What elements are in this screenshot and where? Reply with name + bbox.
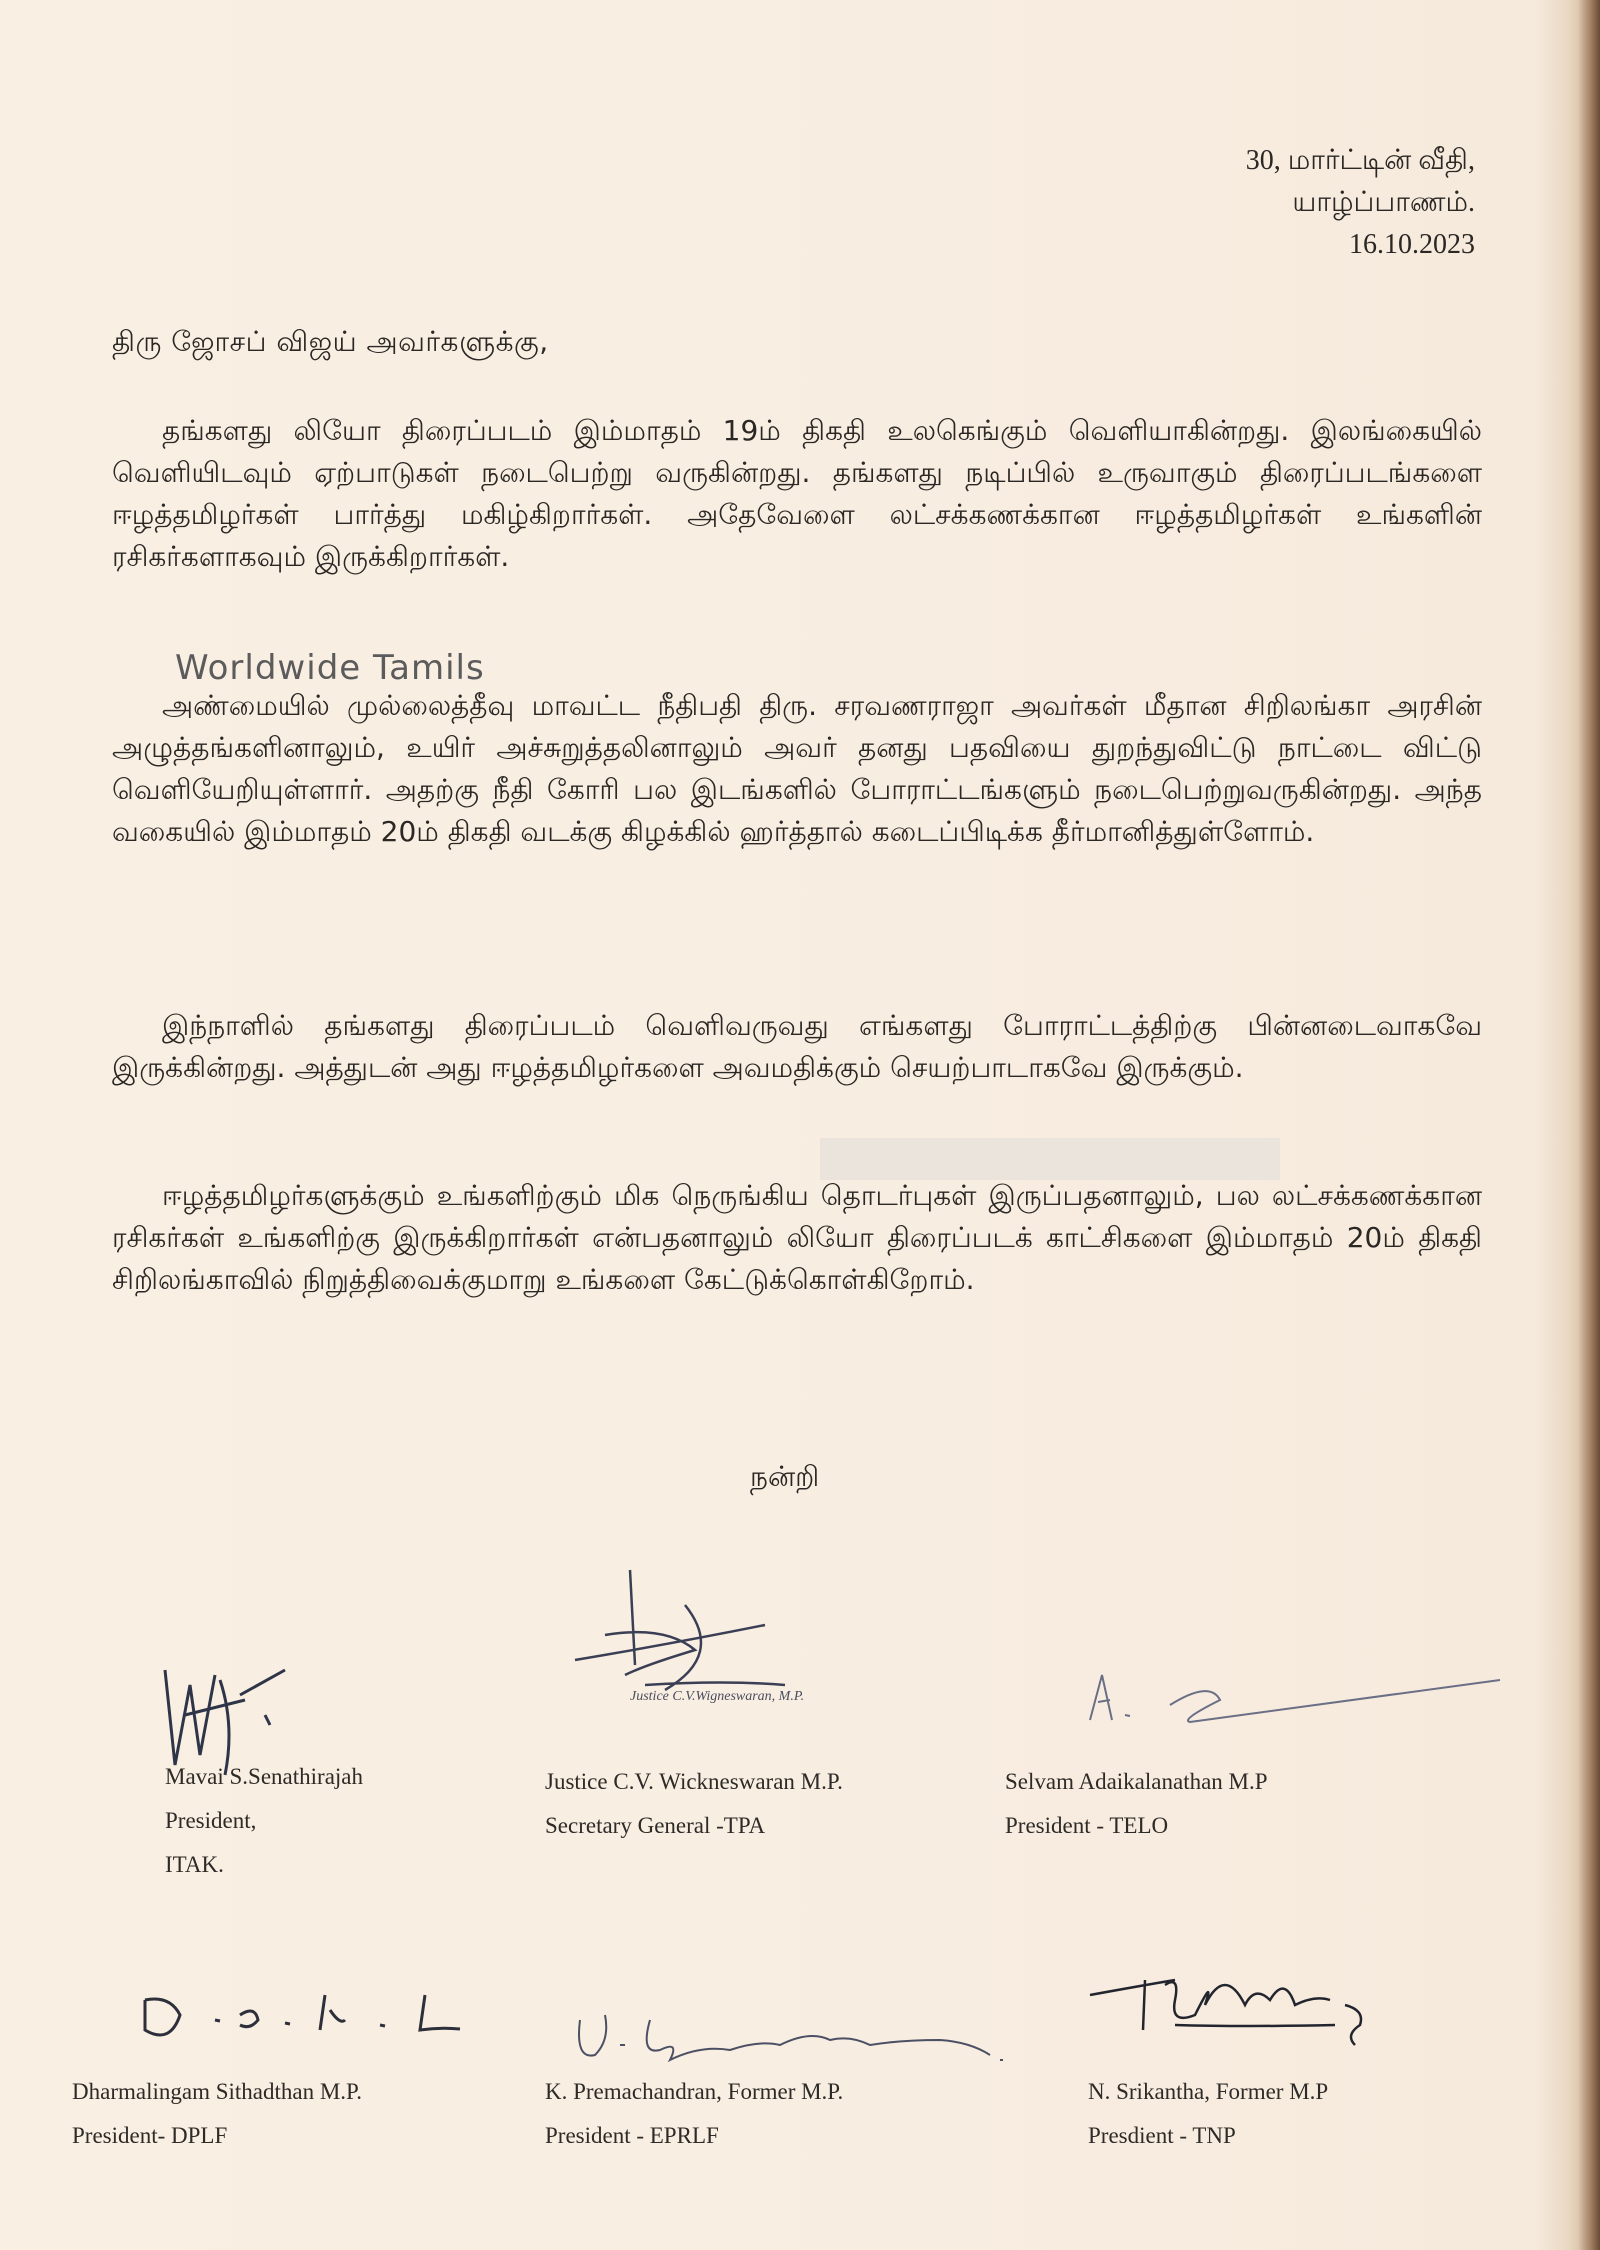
letter-date: 16.10.2023 bbox=[1349, 229, 1475, 260]
signatory-title: President- DPLF bbox=[72, 2123, 228, 2148]
signatory-4 bbox=[72, 2070, 362, 2158]
signatory-title: President - TELO bbox=[1005, 1813, 1169, 1838]
signatory-title: Secretary General -TPA bbox=[545, 1813, 766, 1838]
closing-thanks: நன்றி bbox=[750, 1460, 820, 1493]
signatory-name: Mavai S.Senathirajah bbox=[165, 1764, 364, 1789]
sender-address bbox=[1246, 140, 1475, 266]
signatory-2 bbox=[545, 1760, 843, 1848]
address-line-city: யாழ்ப்பாணம். bbox=[1292, 187, 1475, 218]
signatory-name: Justice C.V. Wickneswaran M.P. bbox=[545, 1769, 843, 1794]
signatory-6 bbox=[1088, 2070, 1328, 2158]
page-edge-shadow bbox=[1578, 0, 1600, 2250]
signatory-name: K. Premachandran, Former M.P. bbox=[545, 2079, 844, 2104]
signatory-title: Presdient - TNP bbox=[1088, 2123, 1236, 2148]
signatory-title: President - EPRLF bbox=[545, 2123, 719, 2148]
address-line-street: 30, மார்ட்டின் வீதி, bbox=[1245, 145, 1475, 176]
paragraph-4: ஈழத்தமிழர்களுக்கும் உங்களிற்கும் மிக நெருங்கிய தொடர்புகள் இருப்பதனாலும், பல லட்சக்கணக்கான ரசிகர்கள் உங்களிற்கு இருக்கிறார்கள் என்பதனாலும் லியோ திரைப்படக் காட்சிகளை இம்மாதம் 20ம் திகதி சிறிலங்காவில் நிறுத்திவைக்குமாறு உங்களை கேட்டுக்கொள்கிறோம். bbox=[112, 1179, 1482, 1296]
salutation: திரு ஜோசப் விஜய் அவர்களுக்கு, bbox=[112, 325, 549, 358]
signature-srikantha bbox=[1085, 1955, 1425, 2055]
signature-sithadthan bbox=[140, 1985, 480, 2065]
signatory-name: Dharmalingam Sithadthan M.P. bbox=[72, 2079, 363, 2104]
redaction-smudge bbox=[820, 1138, 1280, 1180]
paragraph-3: இந்நாளில் தங்களது திரைப்படம் வெளிவருவது எங்களது போராட்டத்திற்கு பின்னடைவாகவே இருக்கின்றது. அத்துடன் அது ஈழத்தமிழர்களை அவமதிக்கும் செயற்பாடாகவே இருக்கும். bbox=[112, 1009, 1482, 1084]
signatory-name: N. Srikantha, Former M.P bbox=[1088, 2079, 1329, 2104]
paragraph-2: அண்மையில் முல்லைத்தீவு மாவட்ட நீதிபதி திரு. சரவணராஜா அவர்கள் மீதான சிறிலங்கா அரசின் அழுத்தங்களினாலும், உயிர் அச்சுறுத்தலினாலும் அவர் தனது பதவியை துறந்துவிட்டு நாட்டை விட்டு வெளியேறியுள்ளார். அதற்கு நீதி கோரி பல இடங்களில் போராட்டங்களும் நடைபெற்றுவருகின்றது. அந்த வகையில் இம்மாதம் 20ம் திகதி வடக்கு கிழக்கில் ஹர்த்தால் கடைப்பிடிக்க தீர்மானித்துள்ளோம். bbox=[112, 689, 1482, 848]
signature-caption-wickneswaran: Justice C.V.Wigneswaran, M.P. bbox=[630, 1689, 805, 1704]
signatory-5 bbox=[545, 2070, 843, 2158]
signatory-name: Selvam Adaikalanathan M.P bbox=[1005, 1769, 1268, 1794]
handwritten-note: Worldwide Tamils bbox=[175, 648, 485, 688]
signatory-1 bbox=[165, 1755, 363, 1887]
signatory-3 bbox=[1005, 1760, 1268, 1848]
signature-adaikalanathan bbox=[1080, 1660, 1520, 1740]
paragraph-1: தங்களது லியோ திரைப்படம் இம்மாதம் 19ம் திகதி உலகெங்கும் வெளியாகின்றது. இலங்கையில் வெளியிடவும் ஏற்பாடுகள் நடைபெற்று வருகின்றது. தங்களது நடிப்பில் உருவாகும் திரைப்படங்களை ஈழத்தமிழர்கள் பார்த்து மகிழ்கிறார்கள். அதேவேளை லட்சக்கணக்கான ஈழத்தமிழர்கள் உங்களின் ரசிகர்களாகவும் இருக்கிறார்கள். bbox=[112, 414, 1482, 573]
signatory-title: President, bbox=[165, 1808, 257, 1833]
signatory-org: ITAK. bbox=[165, 1852, 224, 1877]
